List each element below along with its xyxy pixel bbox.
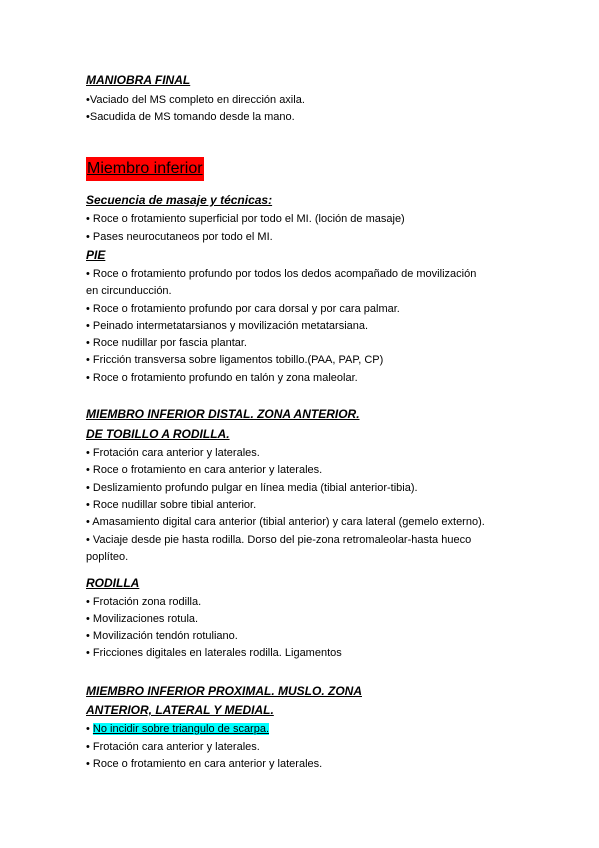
list-item: • Fricciones digitales en laterales rodilla. Ligamentos xyxy=(86,647,342,659)
list-item: • Roce o frotamiento profundo en talón y zona maleolar. xyxy=(86,372,358,384)
list-item: • Deslizamiento profundo pulgar en línea media (tibial anterior-tibia). xyxy=(86,482,418,494)
section-heading-proximal-line1: MIEMBRO INFERIOR PROXIMAL. MUSLO. ZONA xyxy=(86,684,362,698)
list-item: • Roce o frotamiento en cara anterior y laterales. xyxy=(86,464,323,476)
list-item: • Frotación cara anterior y laterales. xyxy=(86,741,260,753)
section-heading-proximal-line2: ANTERIOR, LATERAL Y MEDIAL. xyxy=(86,703,274,717)
bullet: • xyxy=(86,723,93,735)
list-item-highlighted xyxy=(86,722,269,736)
list-item: • Roce o frotamiento superficial por todo el MI. (loción de masaje) xyxy=(86,213,405,225)
list-item: •Vaciado del MS completo en dirección axila. xyxy=(86,94,305,106)
list-item: • Roce o frotamiento profundo por cara dorsal y por cara palmar. xyxy=(86,303,400,315)
list-item: • Fricción transversa sobre ligamentos tobillo.(PAA, PAP, CP) xyxy=(86,354,384,366)
list-item: • Roce o frotamiento profundo por todos los dedos acompañado de movilización xyxy=(86,268,477,280)
list-item: • Roce o frotamiento en cara anterior y laterales. xyxy=(86,758,323,770)
list-item: • Peinado intermetatarsianos y movilización metatarsiana. xyxy=(86,320,369,332)
list-item: • Amasamiento digital cara anterior (tibial anterior) y cara lateral (gemelo externo). xyxy=(86,516,485,528)
list-item: • Pases neurocutaneos por todo el MI. xyxy=(86,231,273,243)
section-title-miembro-inferior: Miembro inferior xyxy=(86,157,204,181)
list-item: en circunducción. xyxy=(86,285,172,297)
list-item: • Frotación cara anterior y laterales. xyxy=(86,447,260,459)
section-heading-distal-line2: DE TOBILLO A RODILLA. xyxy=(86,427,230,441)
section-heading-pie: PIE xyxy=(86,248,106,262)
list-item: poplíteo. xyxy=(86,551,129,563)
list-item: • Movilización tendón rotuliano. xyxy=(86,630,238,642)
list-item: • Vaciaje desde pie hasta rodilla. Dorso del pie-zona retromaleolar-hasta hueco xyxy=(86,534,472,546)
list-item: • Roce nudillar por fascia plantar. xyxy=(86,337,247,349)
section-heading-rodilla: RODILLA xyxy=(86,576,140,590)
section-heading-secuencia: Secuencia de masaje y técnicas: xyxy=(86,193,273,207)
section-heading-maniobra-final: MANIOBRA FINAL xyxy=(86,73,191,87)
list-item: • Movilizaciones rotula. xyxy=(86,613,199,625)
section-heading-distal-line1: MIEMBRO INFERIOR DISTAL. ZONA ANTERIOR. xyxy=(86,407,360,421)
list-item: • Roce nudillar sobre tibial anterior. xyxy=(86,499,257,511)
highlighted-text: No incidir sobre triangulo de scarpa. xyxy=(92,723,270,735)
list-item: • Frotación zona rodilla. xyxy=(86,596,202,608)
list-item: •Sacudida de MS tomando desde la mano. xyxy=(86,111,295,123)
